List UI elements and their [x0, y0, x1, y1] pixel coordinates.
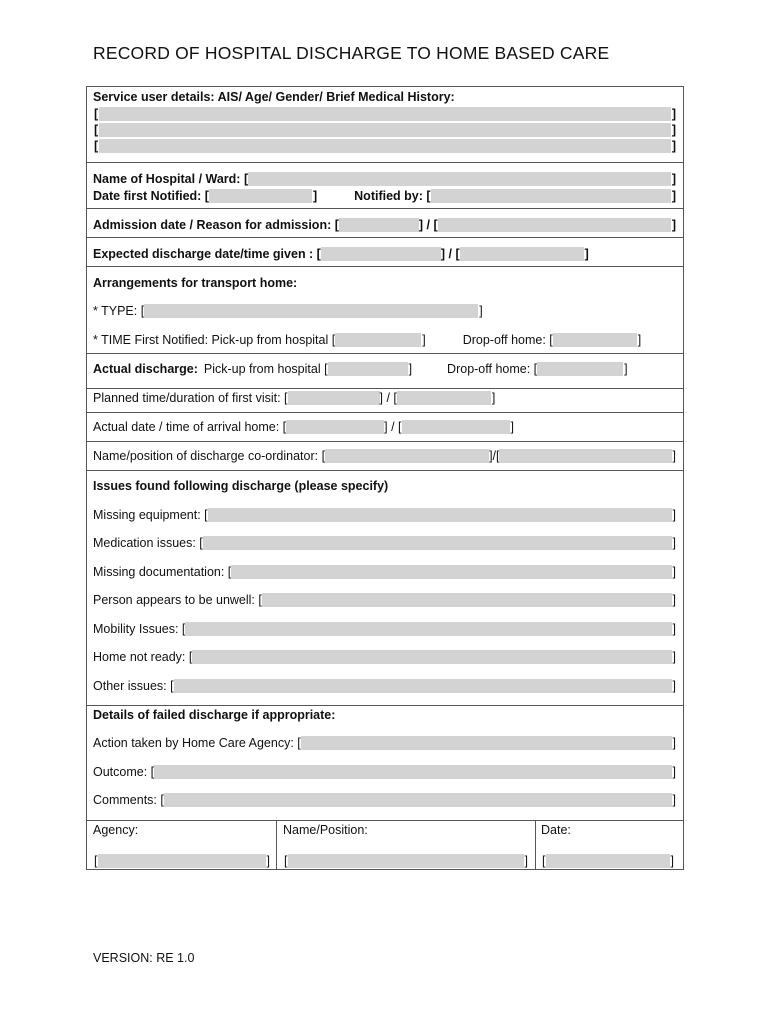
service-user-heading: Service user details: AIS/ Age/ Gender/ Brief Medical History: [93, 90, 455, 104]
person-unwell-field[interactable] [262, 593, 672, 607]
name-position-label: Name/Position: [283, 823, 368, 837]
notified-by-field[interactable] [431, 189, 671, 203]
date-notified-field[interactable] [209, 189, 312, 203]
divider [87, 412, 683, 413]
planned-visit-duration-field[interactable] [397, 391, 491, 405]
expected-discharge-date-field[interactable] [321, 247, 441, 261]
actual-dropoff-field[interactable] [537, 362, 623, 376]
coordinator-name-field[interactable] [325, 449, 489, 463]
hospital-ward-field[interactable] [248, 172, 671, 186]
agency-label: Agency: [93, 823, 139, 837]
comments-field[interactable] [164, 793, 672, 807]
service-user-field-1[interactable] [99, 107, 671, 121]
outcome-field[interactable] [154, 765, 671, 779]
medication-issues-field[interactable] [203, 536, 672, 550]
service-user-line-1[interactable]: [ ] [94, 107, 676, 121]
failed-outcome-row: Outcome: [ ] [93, 765, 676, 779]
hospital-row: Name of Hospital / Ward: [ ] [93, 172, 676, 186]
admission-reason-field[interactable] [438, 218, 671, 232]
issue-medication-row: Medication issues: [ ] [93, 536, 676, 550]
failed-comments-row: Comments: [ ] [93, 793, 676, 807]
transport-pickup-field[interactable] [335, 333, 421, 347]
service-user-line-2[interactable]: [ ] [94, 123, 676, 137]
divider [87, 266, 683, 267]
other-issues-field[interactable] [174, 679, 672, 693]
divider [87, 162, 683, 163]
version-label: VERSION: RE 1.0 [93, 951, 195, 965]
issue-other-row: Other issues: [ ] [93, 679, 676, 693]
issue-home-not-ready-row: Home not ready: [ ] [93, 650, 676, 664]
missing-equipment-field[interactable] [208, 508, 672, 522]
actual-arrival-row: Actual date / time of arrival home: [ ] / [ ] [93, 420, 514, 434]
date-field-row: [ ] [542, 854, 674, 868]
column-divider [276, 820, 277, 870]
name-position-field[interactable] [288, 854, 523, 868]
action-taken-field[interactable] [301, 736, 672, 750]
divider [87, 237, 683, 238]
admission-row: Admission date / Reason for admission: [ ] / [ ] [93, 218, 676, 232]
service-user-line-3[interactable]: [ ] [94, 139, 676, 153]
failed-discharge-heading: Details of failed discharge if appropriate: [93, 708, 336, 722]
transport-type-row: * TYPE: [ ] [93, 304, 483, 318]
date-label: Date: [541, 823, 571, 837]
divider [87, 441, 683, 442]
failed-action-row: Action taken by Home Care Agency: [ ] [93, 736, 676, 750]
transport-time-row: * TIME First Notified: Pick-up from hospital [ ] Drop-off home: [ ] [93, 333, 642, 347]
agency-field[interactable] [98, 854, 265, 868]
issue-mobility-row: Mobility Issues: [ ] [93, 622, 676, 636]
missing-documentation-field[interactable] [231, 565, 671, 579]
service-user-field-2[interactable] [99, 123, 671, 137]
coordinator-row: Name/position of discharge co-ordinator: [ ]/[ ] [93, 449, 676, 463]
column-divider [535, 820, 536, 870]
actual-discharge-row: Actual discharge: Pick-up from hospital [ ] Drop-off home: [ ] [93, 362, 628, 376]
name-position-field-row: [ ] [284, 854, 528, 868]
issue-documentation-row: Missing documentation: [ ] [93, 565, 676, 579]
admission-date-field[interactable] [339, 218, 419, 232]
mobility-issues-field[interactable] [185, 622, 671, 636]
actual-pickup-field[interactable] [328, 362, 408, 376]
planned-visit-time-field[interactable] [288, 391, 380, 405]
planned-visit-row: Planned time/duration of first visit: [ ] / [ ] [93, 391, 496, 405]
expected-discharge-time-field[interactable] [460, 247, 584, 261]
coordinator-position-field[interactable] [499, 449, 671, 463]
expected-discharge-row: Expected discharge date/time given : [ ] / [ ] [93, 247, 589, 261]
discharge-form [86, 86, 684, 870]
divider [87, 208, 683, 209]
transport-dropoff-field[interactable] [553, 333, 637, 347]
notified-row: Date first Notified: [ ] Notified by: [ ] [93, 189, 676, 203]
home-not-ready-field[interactable] [192, 650, 671, 664]
agency-field-row: [ ] [94, 854, 270, 868]
divider [87, 705, 683, 706]
issues-heading: Issues found following discharge (please specify) [93, 479, 389, 493]
issue-missing-equipment-row: Missing equipment: [ ] [93, 508, 676, 522]
issue-unwell-row: Person appears to be unwell: [ ] [93, 593, 676, 607]
transport-heading: Arrangements for transport home: [93, 276, 298, 290]
divider [87, 470, 683, 471]
arrival-time-field[interactable] [402, 420, 510, 434]
divider [87, 820, 683, 821]
date-field[interactable] [546, 854, 669, 868]
transport-type-field[interactable] [144, 304, 478, 318]
divider [87, 353, 683, 354]
divider [87, 388, 683, 389]
arrival-date-field[interactable] [286, 420, 384, 434]
service-user-field-3[interactable] [99, 139, 671, 153]
form-title: RECORD OF HOSPITAL DISCHARGE TO HOME BASED CARE [93, 43, 610, 63]
